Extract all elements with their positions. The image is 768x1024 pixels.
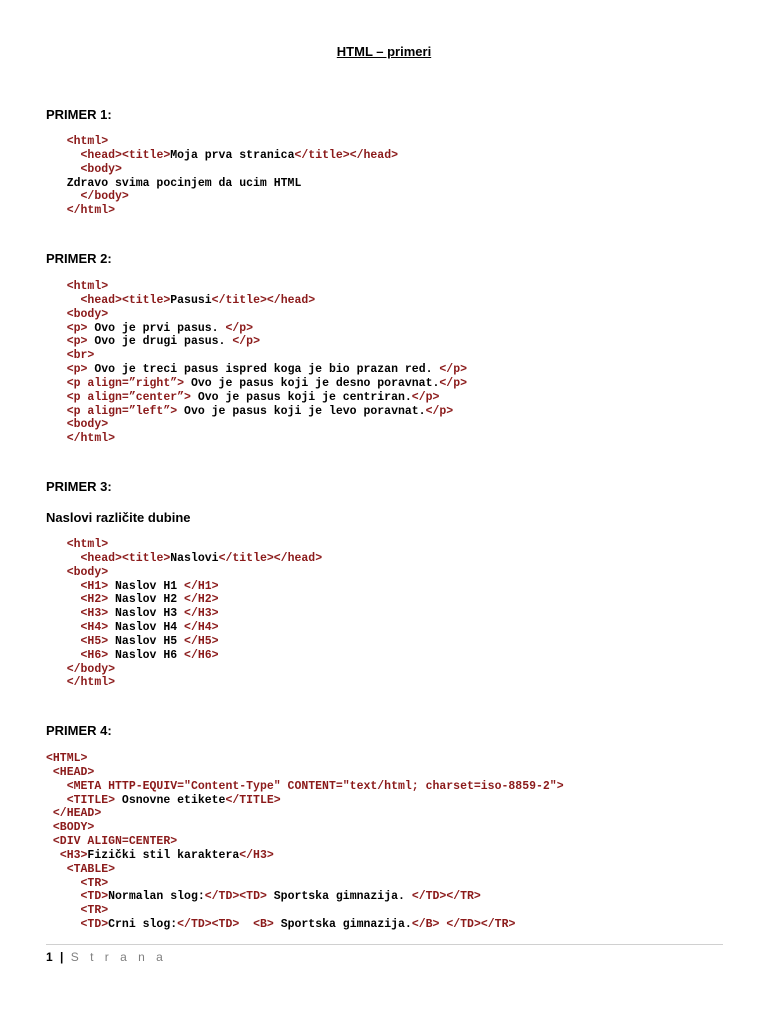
primer-1-heading: PRIMER 1: (46, 107, 112, 122)
primer-3-heading: PRIMER 3: (46, 479, 112, 494)
primer-4-heading: PRIMER 4: (46, 723, 112, 738)
page-number: 1 (46, 950, 53, 964)
page-footer (46, 950, 167, 964)
primer-2-heading: PRIMER 2: (46, 251, 112, 266)
primer-2-code: <html> <head><title>Pasusi</title></head> <body> <p> Ovo je prvi pasus. </p> <p> Ovo je drugi pasus. </p> <br> <p> Ovo je treci pasus ispred koga je bio prazan red. </p> <p align=”right”> Ovo je pasus koji je desno poravnat.</p> <p align=”center”> Ovo je pasus koji je centriran.</p> <p align=”left”> Ovo je pasus koji je levo poravnat.</p> <body> </html> (66, 280, 468, 446)
primer-4-code: <HTML> <HEAD> <META HTTP-EQUIV="Content-Type" CONTENT="text/html; charset=iso-8859-2"> <TITLE> Osnovne etikete</TITLE> </HEAD> <BODY> <DIV ALIGN=CENTER> <H3>Fizički stil karaktera</H3> <TABLE> <TR> <TD>Normalan slog:</TD><TD> Sportska gimnazija. </TD></TR> <TR> <TD>Crni slog:</TD><TD> <B> Sportska gimnazija.</B> </TD></TR> (46, 752, 564, 932)
document-title: HTML – primeri (336, 44, 432, 59)
primer-1-code: <html> <head><title>Moja prva stranica</title></head> <body> Zdravo svima pocinjem da ucim HTML </body> </html> (66, 135, 399, 218)
primer-3-code: <html> <head><title>Naslovi</title></head> <body> <H1> Naslov H1 </H1> <H2> Naslov H2 </H2> <H3> Naslov H3 </H3> <H4> Naslov H4 </H4> <H5> Naslov H5 </H5> <H6> Naslov H6 </H6> </body> </html> (66, 538, 323, 690)
primer-3-subheading: Naslovi različite dubine (46, 510, 191, 525)
footer-separator: | (60, 950, 64, 964)
footer-divider (46, 944, 723, 945)
page-label: S t r a n a (70, 950, 167, 964)
